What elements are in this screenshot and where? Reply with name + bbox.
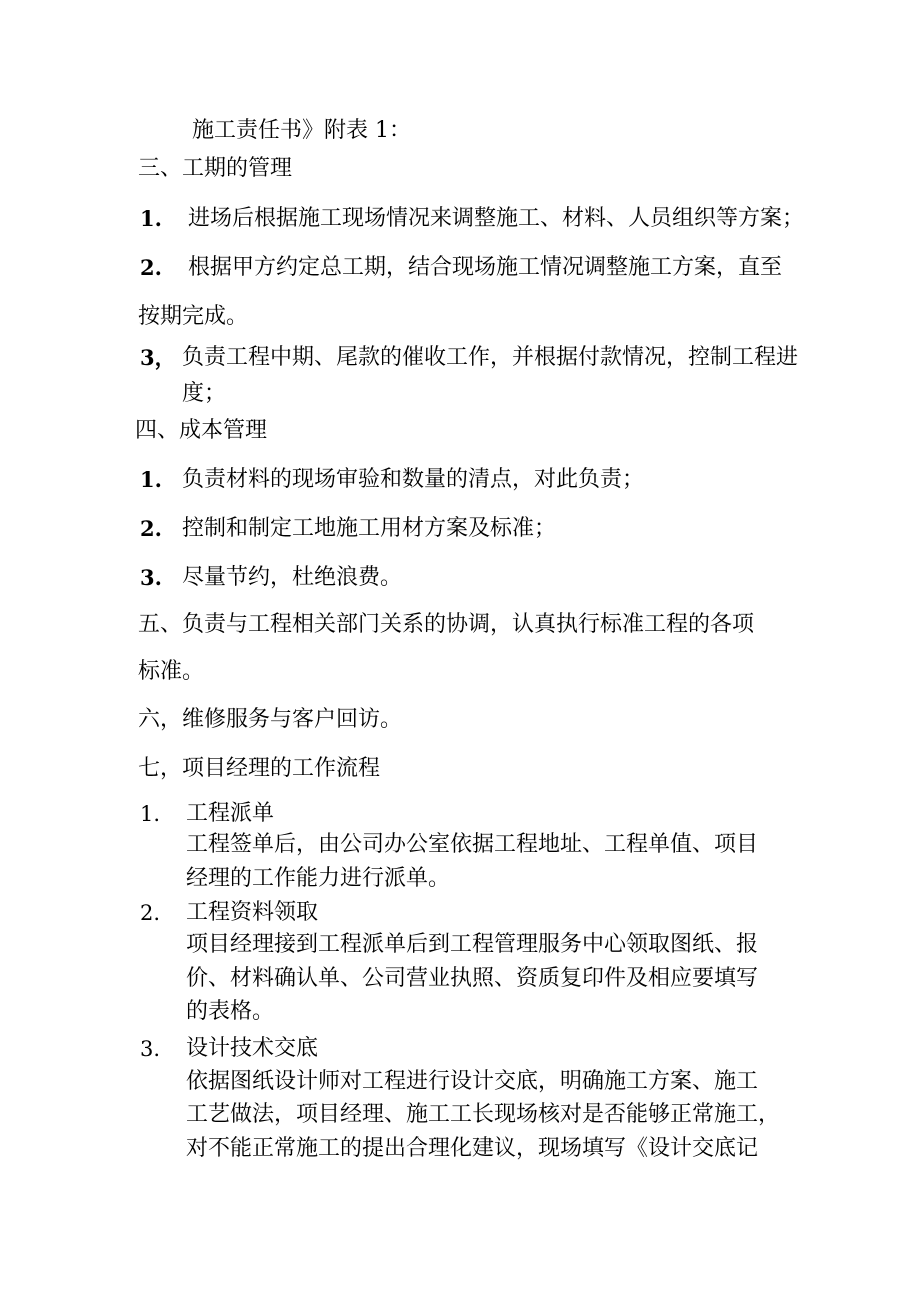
s3-item3-text: 负责工程中期、尾款的催收工作，并根据付款情况，控制工程进 bbox=[182, 345, 799, 370]
s7-step1-line1: 工程签单后，由公司办公室依据工程地址、工程单值、项目 bbox=[186, 832, 759, 857]
s7-step1-line2: 经理的工作能力进行派单。 bbox=[186, 866, 451, 891]
section5-line1: 五、负责与工程相关部门关系的协调，认真执行标准工程的各项 bbox=[138, 612, 755, 637]
s4-item1-number: 1. bbox=[140, 467, 162, 492]
section3-heading: 三、工期的管理 bbox=[138, 156, 293, 181]
intro-line: 施工责任书》附表 1： bbox=[192, 118, 411, 143]
section6-line: 六，维修服务与客户回访。 bbox=[138, 707, 403, 732]
s7-step1-title: 工程派单 bbox=[186, 801, 275, 826]
s3-item1-number: 1. bbox=[140, 206, 162, 231]
s4-item3-text: 尽量节约，杜绝浪费。 bbox=[182, 565, 403, 590]
s7-step2-line2: 价、材料确认单、公司营业执照、资质复印件及相应要填写 bbox=[186, 966, 759, 991]
s4-item2-text: 控制和制定工地施工用材方案及标准； bbox=[182, 516, 557, 541]
s7-step3-title: 设计技术交底 bbox=[186, 1036, 319, 1061]
s3-item3-number: 3， bbox=[140, 345, 176, 370]
section7-heading: 七，项目经理的工作流程 bbox=[138, 756, 381, 781]
s3-item2-number: 2. bbox=[140, 255, 162, 280]
s7-step2-line1: 项目经理接到工程派单后到工程管理服务中心领取图纸、报 bbox=[186, 932, 759, 957]
s3-item2-continuation: 按期完成。 bbox=[138, 304, 249, 329]
section4-heading: 四、成本管理 bbox=[135, 418, 268, 443]
s7-step2-title: 工程资料领取 bbox=[186, 900, 319, 925]
s7-step3-line2: 工艺做法，项目经理、施工工长现场核对是否能够正常施工， bbox=[186, 1102, 781, 1127]
s4-item3-number: 3. bbox=[140, 565, 162, 590]
s3-item2-text: 根据甲方约定总工期，结合现场施工情况调整施工方案，直至 bbox=[188, 255, 783, 280]
section5-line2: 标准。 bbox=[138, 659, 205, 684]
s4-item2-number: 2. bbox=[140, 516, 162, 541]
s7-step1-number: 1. bbox=[140, 802, 161, 826]
s7-step3-number: 3. bbox=[140, 1037, 161, 1061]
s7-step3-line3: 对不能正常施工的提出合理化建议，现场填写《设计交底记 bbox=[186, 1136, 759, 1161]
s4-item1-text: 负责材料的现场审验和数量的清点，对此负责； bbox=[182, 467, 645, 492]
s3-item1-text: 进场后根据施工现场情况来调整施工、材料、人员组织等方案； bbox=[188, 206, 805, 231]
s7-step2-line3: 的表格。 bbox=[186, 999, 275, 1024]
s3-item3-continuation: 度； bbox=[182, 381, 227, 406]
s7-step3-line1: 依据图纸设计师对工程进行设计交底，明确施工方案、施工 bbox=[186, 1069, 759, 1094]
s7-step2-number: 2. bbox=[140, 901, 161, 925]
